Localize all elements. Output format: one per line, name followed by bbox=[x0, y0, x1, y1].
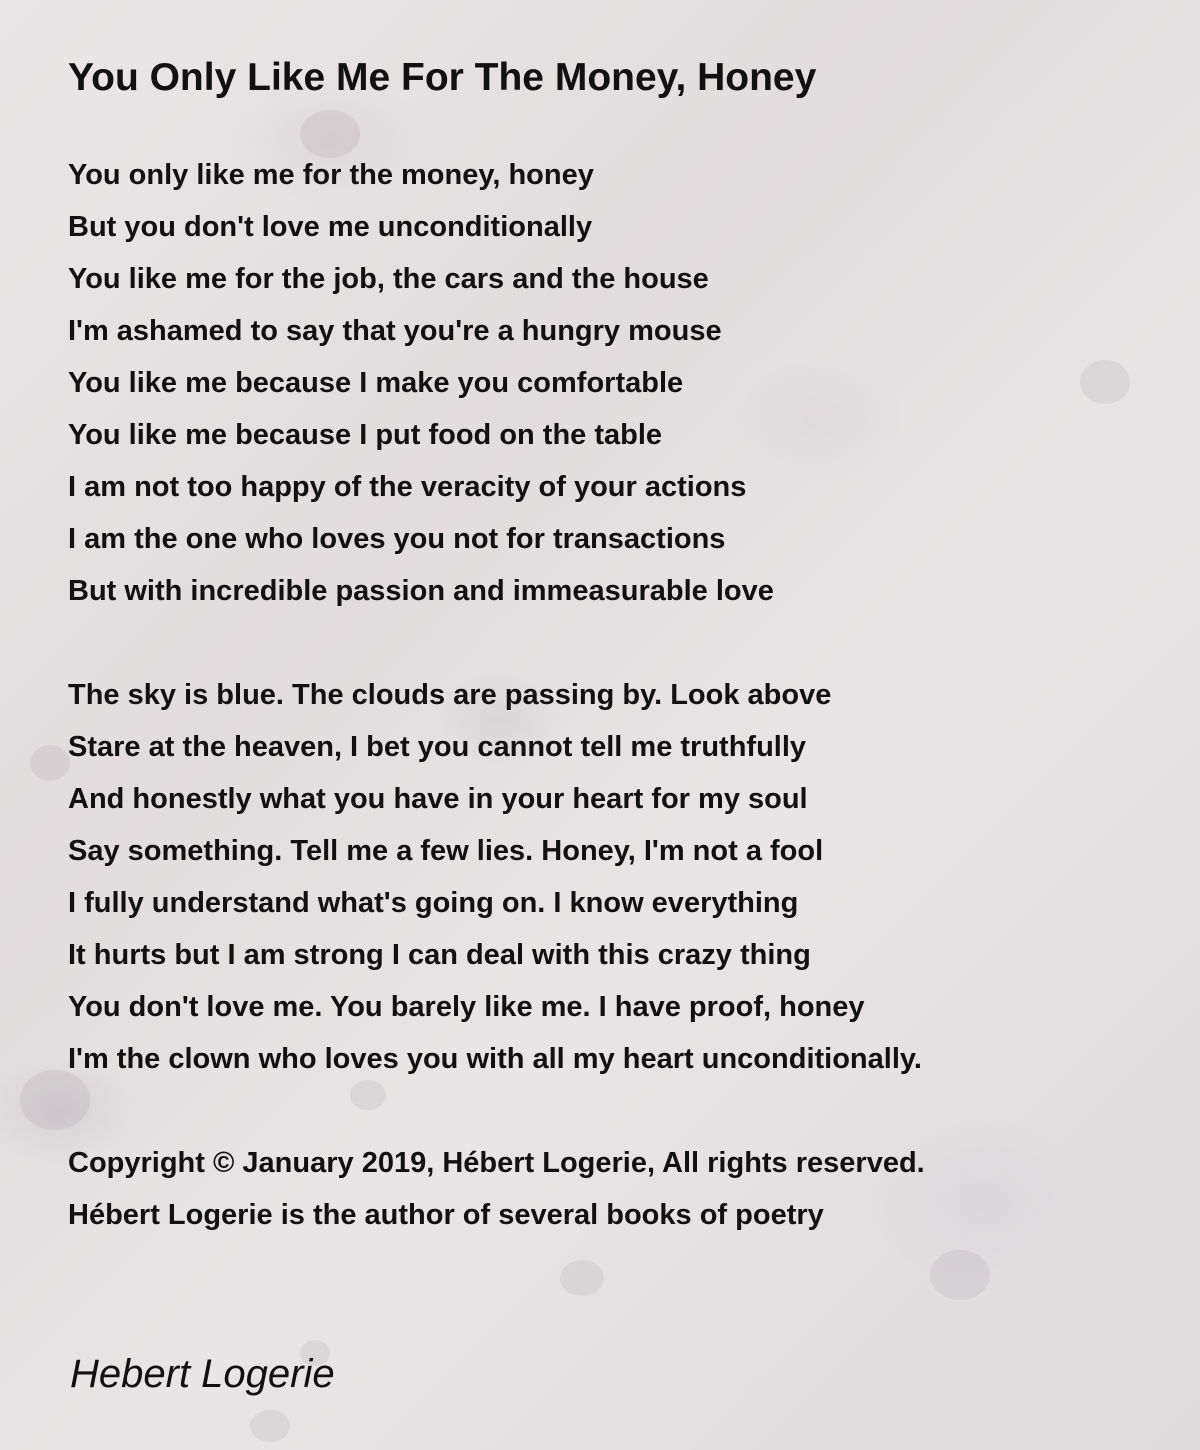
poem-line: I am the one who loves you not for transactions bbox=[68, 523, 726, 555]
poem-line: You like me because I make you comfortable bbox=[68, 367, 684, 399]
poem-line: But you don't love me unconditionally bbox=[68, 211, 593, 243]
poem-line: The sky is blue. The clouds are passing by. Look above bbox=[68, 679, 832, 711]
poem-line: You don't love me. You barely like me. I have proof, honey bbox=[68, 991, 865, 1023]
ink-blot bbox=[250, 1410, 290, 1442]
stanza-1 bbox=[68, 149, 774, 617]
poem-line: Stare at the heaven, I bet you cannot tell me truthfully bbox=[68, 731, 807, 763]
poem-line: I'm ashamed to say that you're a hungry mouse bbox=[68, 315, 722, 347]
poem-title: You Only Like Me For The Money, Honey bbox=[68, 56, 817, 99]
ink-blot bbox=[1080, 360, 1130, 404]
ink-blot bbox=[30, 745, 70, 781]
poem-line: It hurts but I am strong I can deal with this crazy thing bbox=[68, 939, 811, 971]
poem-line: You like me because I put food on the table bbox=[68, 419, 663, 451]
copyright-block bbox=[68, 1137, 925, 1241]
stanza-2 bbox=[68, 669, 922, 1085]
poem-line: You only like me for the money, honey bbox=[68, 159, 594, 191]
ink-blot bbox=[560, 1260, 604, 1296]
author-signature: Hebert Logerie bbox=[70, 1352, 335, 1396]
author-bio-line: Hébert Logerie is the author of several books of poetry bbox=[68, 1199, 824, 1231]
ink-blot bbox=[930, 1250, 990, 1300]
poem-line: I'm the clown who loves you with all my heart unconditionally. bbox=[68, 1043, 922, 1075]
poem-line: I fully understand what's going on. I know everything bbox=[68, 887, 799, 919]
poem-line: You like me for the job, the cars and the house bbox=[68, 263, 709, 295]
poem-line: And honestly what you have in your heart for my soul bbox=[68, 783, 808, 815]
poem-line: I am not too happy of the veracity of your actions bbox=[68, 471, 747, 503]
copyright-line: Copyright © January 2019, Hébert Logerie, All rights reserved. bbox=[68, 1147, 925, 1179]
poem-line: But with incredible passion and immeasurable love bbox=[68, 575, 774, 607]
poem-line: Say something. Tell me a few lies. Honey, I'm not a fool bbox=[68, 835, 824, 867]
